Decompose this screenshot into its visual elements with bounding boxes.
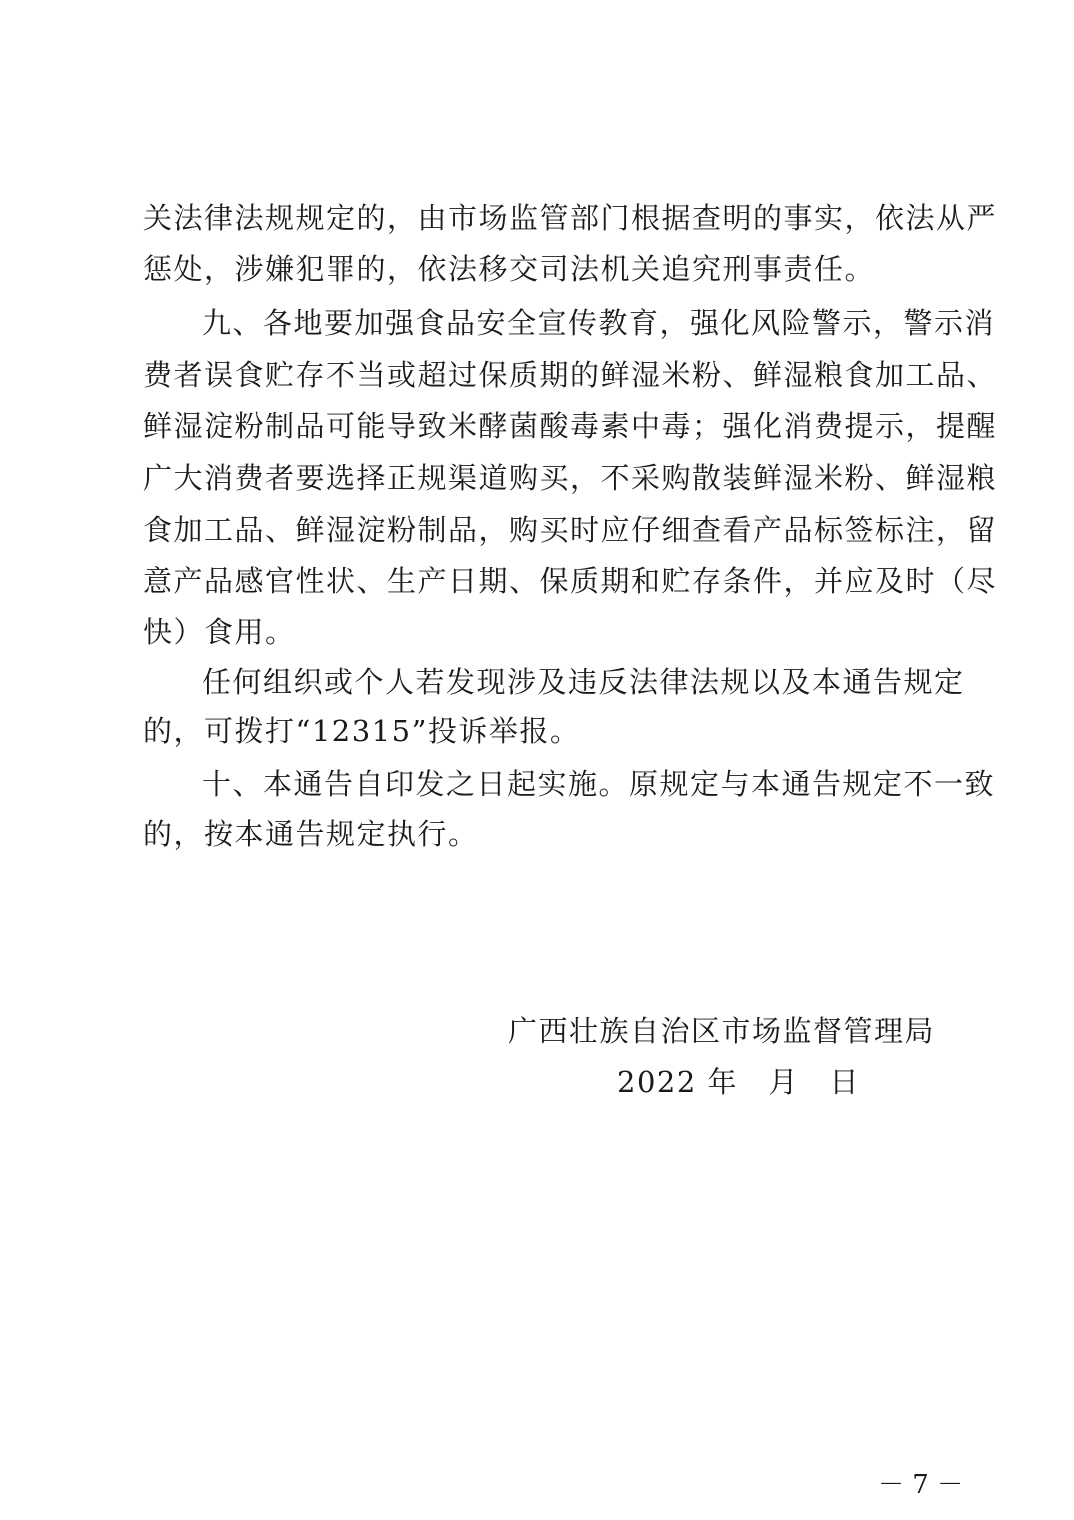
report-paragraph-start: 任何组织或个人若发现涉及违反法律法规以及本通告规定	[202, 665, 965, 699]
body-line: 鲜湿淀粉制品可能导致米酵菌酸毒素中毒；强化消费提示，提醒	[143, 409, 998, 443]
body-line: 关法律法规规定的，由市场监管部门根据查明的事实，依法从严	[143, 201, 998, 235]
body-line: 惩处，涉嫌犯罪的，依法移交司法机关追究刑事责任。	[143, 252, 876, 286]
body-line: 的，按本通告规定执行。	[143, 817, 479, 851]
body-line: 食加工品、鲜湿淀粉制品，购买时应仔细查看产品标签标注，留	[143, 513, 998, 547]
paragraph-ten-start: 十、本通告自印发之日起实施。原规定与本通告规定不一致	[202, 767, 996, 801]
body-line: 意产品感官性状、生产日期、保质期和贮存条件，并应及时（尽	[143, 564, 998, 598]
body-line: 快）食用。	[143, 615, 296, 649]
body-line: 费者误食贮存不当或超过保质期的鲜湿米粉、鲜湿粮食加工品、	[143, 358, 998, 392]
issuer-name: 广西壮族自治区市场监督管理局	[508, 1014, 936, 1048]
issue-date: 2022 年 月 日	[617, 1065, 861, 1099]
report-hotline-line: 的，可拨打“12315”投诉举报。	[143, 714, 581, 748]
page-number: － 7 －	[878, 1470, 964, 1500]
paragraph-nine-start: 九、各地要加强食品安全宣传教育，强化风险警示，警示消	[202, 306, 996, 340]
body-line: 广大消费者要选择正规渠道购买，不采购散装鲜湿米粉、鲜湿粮	[143, 461, 998, 495]
